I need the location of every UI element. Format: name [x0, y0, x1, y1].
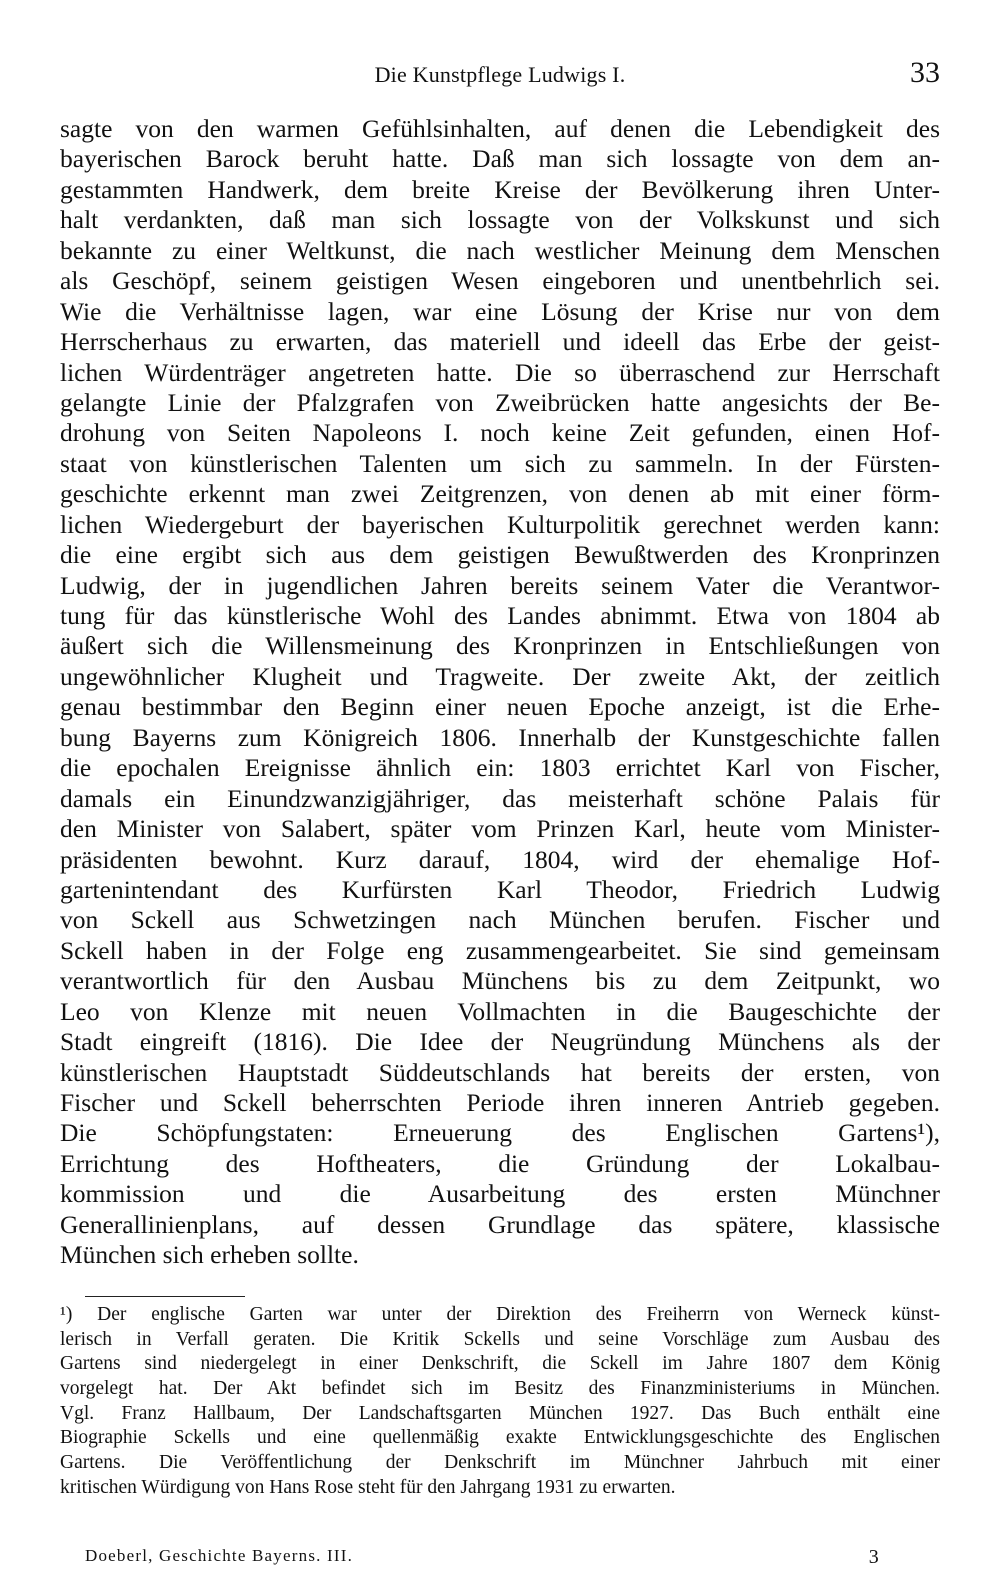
text-line: verantwortlich für den Ausbau Münchens bis zu dem Zeitpunkt, wo — [60, 966, 940, 996]
text-line: Errichtung des Hoftheaters, die Gründung der Lokalbau- — [60, 1148, 940, 1178]
text-line: Die Schöpfungstaten: Erneuerung des Englischen Gartens¹), — [60, 1118, 940, 1148]
text-line: drohung von Seiten Napoleons I. noch keine Zeit gefunden, einen Hof- — [60, 418, 940, 448]
footnote-divider — [85, 1296, 245, 1297]
text-line: geschichte erkennt man zwei Zeitgrenzen, von denen ab mit einer förm- — [60, 479, 940, 509]
text-line: Generallinienplans, auf dessen Grundlage das spätere, klassische — [60, 1209, 940, 1239]
text-line: gelangte Linie der Pfalzgrafen von Zweibrücken hatte angesichts der Be- — [60, 387, 940, 417]
text-line: lichen Wiedergeburt der bayerischen Kulturpolitik gerechnet werden kann: — [60, 509, 940, 539]
footnote-line: vorgelegt hat. Der Akt befindet sich im Besitz des Finanzministeriums in München. — [60, 1378, 940, 1400]
footnote-line: Vgl. Franz Hallbaum, Der Landschaftsgarten München 1927. Das Buch enthält eine — [60, 1402, 940, 1424]
text-line: München sich erheben sollte. — [60, 1240, 359, 1270]
text-line: lichen Würdenträger angetreten hatte. Die so überraschend zur Herrschaft — [60, 357, 940, 387]
text-line: halt verdankten, daß man sich lossagte von der Volkskunst und sich — [60, 205, 940, 235]
text-line: Ludwig, der in jugendlichen Jahren bereits seinem Vater die Verantwor- — [60, 570, 940, 600]
running-title: Die Kunstpflege Ludwigs I. — [374, 62, 626, 87]
text-line: Herrscherhaus zu erwarten, das materiell und ideell das Erbe der geist- — [60, 327, 940, 357]
footnote-line: Gartens. Die Veröffentlichung der Denkschrift im Münchner Jahrbuch mit einer — [60, 1452, 940, 1474]
sheet-number: 3 — [868, 1546, 880, 1568]
text-line: äußert sich die Willensmeinung des Kronprinzen in Entschließungen von — [60, 631, 940, 661]
text-line: damals ein Einundzwanzigjähriger, das meisterhaft schöne Palais für — [60, 783, 940, 813]
text-line: den Minister von Salabert, später vom Prinzen Karl, heute vom Minister- — [60, 814, 940, 844]
text-line: bayerischen Barock beruht hatte. Daß man sich lossagte von dem an- — [60, 144, 940, 174]
footnote-line: kritischen Würdigung von Hans Rose steht für den Jahrgang 1931 zu erwarten. — [60, 1476, 676, 1498]
text-line: kommission und die Ausarbeitung des ersten Münchner — [60, 1179, 940, 1209]
text-line: ungewöhnlicher Klugheit und Tragweite. Der zweite Akt, der zeitlich — [60, 661, 940, 691]
text-line: Leo von Klenze mit neuen Vollmachten in die Baugeschichte der — [60, 996, 940, 1026]
text-line: Sckell haben in der Folge eng zusammengearbeitet. Sie sind gemeinsam — [60, 935, 940, 965]
footnote-line: lerisch in Verfall geraten. Die Kritik Sckells und seine Vorschläge zum Ausbau des — [60, 1328, 940, 1350]
text-line: genau bestimmbar den Beginn einer neuen Epoche anzeigt, ist die Erhe- — [60, 692, 940, 722]
text-line: gestammten Handwerk, dem breite Kreise der Bevölkerung ihren Unter- — [60, 174, 940, 204]
text-line: sagte von den warmen Gefühlsinhalten, auf denen die Lebendigkeit des — [60, 114, 940, 143]
footnote-line: ¹) Der englische Garten war unter der Direktion des Freiherrn von Werneck künst- — [60, 1304, 940, 1325]
page-footer — [85, 1546, 880, 1574]
text-line: Wie die Verhältnisse lagen, war eine Lösung der Krise nur von dem — [60, 296, 940, 326]
text-line: künstlerischen Hauptstadt Süddeutschlands hat bereits der ersten, von — [60, 1057, 940, 1087]
body-text — [60, 114, 940, 1271]
text-line: gartenintendant des Kurfürsten Karl Theodor, Friedrich Ludwig — [60, 874, 940, 904]
text-line: tung für das künstlerische Wohl des Landes abnimmt. Etwa von 1804 ab — [60, 601, 940, 630]
text-line: die eine ergibt sich aus dem geistigen Bewußtwerden des Kronprinzen — [60, 540, 940, 570]
text-line: bung Bayerns zum Königreich 1806. Innerhalb der Kunstgeschichte fallen — [60, 722, 940, 752]
footnote — [60, 1303, 940, 1501]
printer-signature: Doeberl, Geschichte Bayerns. III. — [85, 1546, 354, 1565]
page-header — [60, 56, 940, 92]
text-line: von Sckell aus Schwetzingen nach München berufen. Fischer und — [60, 905, 940, 935]
text-line: die epochalen Ereignisse ähnlich ein: 1803 errichtet Karl von Fischer, — [60, 753, 940, 783]
text-line: Fischer und Sckell beherrschten Periode ihren inneren Antrieb gegeben. — [60, 1088, 940, 1117]
text-line: Stadt eingreift (1816). Die Idee der Neugründung Münchens als der — [60, 1027, 940, 1057]
footnote-line: Biographie Sckells und eine quellenmäßig exakte Entwicklungsgeschichte des Englischen — [60, 1427, 940, 1449]
page-number: 33 — [910, 56, 940, 89]
text-line: bekannte zu einer Weltkunst, die nach westlicher Meinung dem Menschen — [60, 235, 940, 265]
text-line: als Geschöpf, seinem geistigen Wesen eingeboren und unentbehrlich sei. — [60, 266, 940, 296]
text-line: staat von künstlerischen Talenten um sich zu sammeln. In der Fürsten- — [60, 448, 940, 478]
text-line: präsidenten bewohnt. Kurz darauf, 1804, wird der ehemalige Hof- — [60, 844, 940, 874]
footnote-line: Gartens sind niedergelegt in einer Denkschrift, die Sckell im Jahre 1807 dem König — [60, 1353, 940, 1375]
